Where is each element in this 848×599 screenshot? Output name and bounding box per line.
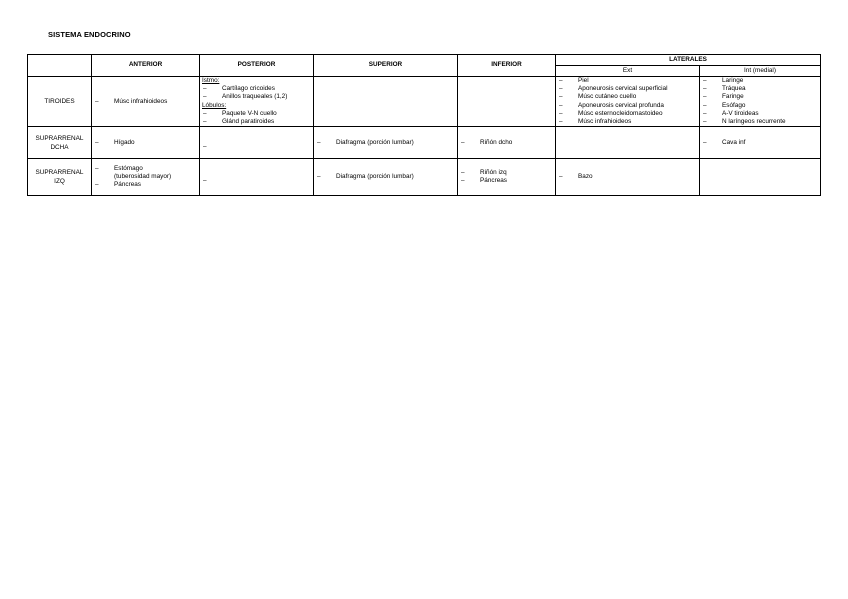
list-item: – Faringe: [703, 93, 744, 101]
header-row-1: [28, 55, 821, 66]
header-posterior: POSTERIOR: [200, 55, 314, 77]
header-ext: Ext: [556, 66, 700, 77]
list-item: – Tráquea: [703, 85, 746, 93]
list-item: – N laríngeos recurrente: [703, 118, 786, 126]
list-item: – Glánd paratiroides: [203, 118, 275, 126]
istmo-heading: Istmo:: [202, 77, 220, 84]
list-item: – Diafragma (porción lumbar): [317, 173, 414, 181]
row-suprarrenal-dcha: [28, 127, 821, 159]
list-item: – Aponeurosis cervical superficial: [559, 85, 668, 93]
cell-izq-anterior: [92, 159, 200, 196]
cell-dcha-int: [700, 127, 821, 159]
list-item: – Paquete V-N cuello: [203, 109, 277, 117]
cell-tiroides-superior: [314, 77, 458, 127]
list-item: – Hígado: [95, 138, 135, 146]
list-item: – Músc infrahioideos: [95, 97, 168, 105]
header-inferior: INFERIOR: [458, 55, 556, 77]
row-suprarrenal-izq: [28, 159, 821, 196]
list-item: – Riñón izq: [461, 169, 507, 177]
cell-izq-posterior: –: [200, 159, 314, 196]
header-superior: SUPERIOR: [314, 55, 458, 77]
list-item: – Laringe: [703, 77, 744, 84]
cell-tiroides-anterior: [92, 77, 200, 127]
list-item: – Cava inf: [703, 138, 746, 146]
cell-dcha-anterior: [92, 127, 200, 159]
cell-izq-int: [700, 159, 821, 196]
cell-dcha-superior: [314, 127, 458, 159]
list-item: – A-V tiroideas: [703, 109, 759, 117]
list-item: – Músc cutáneo cuello: [559, 93, 637, 101]
list-item: – Anillos traqueales (1,2): [203, 93, 288, 101]
row-label-suprarrenal-izq: SUPRARRENAL IZQ: [28, 159, 92, 196]
list-item: – Piel: [559, 77, 589, 84]
list-item: – Diafragma (porción lumbar): [317, 138, 414, 146]
list-item: – Aponeurosis cervical profunda: [559, 101, 664, 109]
row-label-tiroides: TIROIDES: [28, 77, 92, 127]
list-item-continuation: (tuberosidad mayor): [114, 173, 172, 181]
list-item: – Estómago: [95, 164, 143, 172]
lobulos-heading: Lóbulos:: [202, 101, 227, 109]
anatomy-relations-table: [27, 54, 821, 196]
cell-tiroides-ext: [556, 77, 700, 127]
cell-tiroides-int: [700, 77, 821, 127]
row-label-suprarrenal-dcha: SUPRARRENAL DCHA: [28, 127, 92, 159]
cell-dcha-posterior: –: [200, 127, 314, 159]
list-item: – Cartílago cricoides: [203, 85, 275, 93]
cell-izq-superior: [314, 159, 458, 196]
cell-tiroides-inferior: [458, 77, 556, 127]
header-laterales: LATERALES: [556, 55, 821, 66]
header-corner-cell: [28, 55, 92, 77]
cell-dcha-inferior: [458, 127, 556, 159]
list-item: – Músc infrahioideos: [559, 118, 632, 126]
list-item: – Esófago: [703, 101, 746, 109]
row-tiroides: [28, 77, 821, 127]
document-title: SISTEMA ENDOCRINO: [48, 30, 131, 39]
cell-dcha-ext: [556, 127, 700, 159]
list-item: – Bazo: [559, 173, 593, 181]
header-int: Int (medial): [700, 66, 821, 77]
list-item: – Riñón dcho: [461, 138, 513, 146]
cell-izq-inferior: [458, 159, 556, 196]
cell-tiroides-posterior: [200, 77, 314, 127]
header-anterior: ANTERIOR: [92, 55, 200, 77]
list-item: – Músc esternocleidomastoideo: [559, 109, 663, 117]
cell-izq-ext: [556, 159, 700, 196]
list-item: – Páncreas: [461, 177, 507, 185]
list-item: – Páncreas: [95, 181, 141, 189]
